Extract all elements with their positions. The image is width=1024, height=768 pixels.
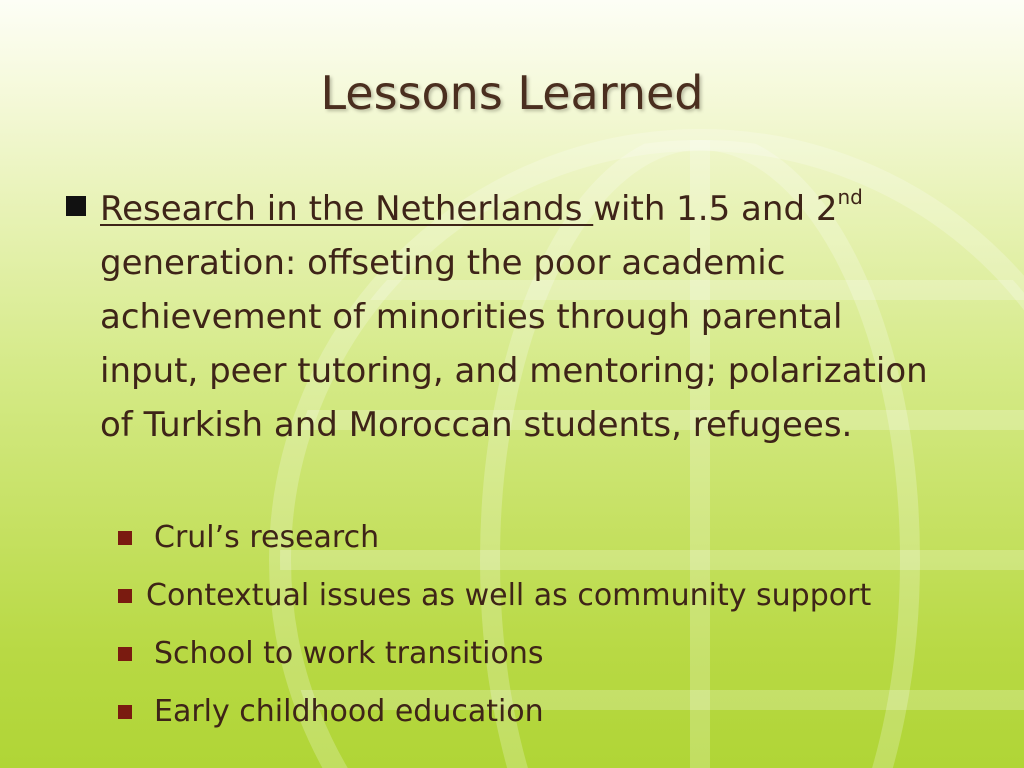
list-item: [116, 631, 996, 689]
main-bullet-text-rest: generation: offseting the poor academic achievement of minorities through parental input, peer tutoring, and mentoring; polarization of Turkish and Moroccan students, refugees.: [100, 243, 928, 445]
netherlands-research-link[interactable]: Research in the Netherlands: [100, 189, 594, 229]
square-bullet-icon: [118, 589, 132, 603]
list-item: [116, 573, 996, 631]
sub-bullet-list: [116, 515, 996, 747]
sub-bullet-text: School to work transitions: [154, 636, 544, 671]
square-bullet-icon: [118, 705, 132, 719]
square-bullet-icon: [118, 647, 132, 661]
main-bullet-text-start: with 1.5 and 2: [593, 189, 838, 229]
slide-title: Lessons Learned: [320, 66, 704, 120]
sub-bullet-text: Crul’s research: [154, 520, 380, 555]
square-bullet-icon: [66, 196, 86, 216]
square-bullet-icon: [118, 531, 132, 545]
list-item: [116, 689, 996, 747]
main-bullet: [100, 182, 940, 452]
ordinal-superscript: nd: [837, 184, 863, 209]
list-item: [116, 515, 996, 573]
sub-bullet-text: Contextual issues as well as community support: [146, 578, 872, 613]
sub-bullet-text: Early childhood education: [154, 694, 544, 729]
